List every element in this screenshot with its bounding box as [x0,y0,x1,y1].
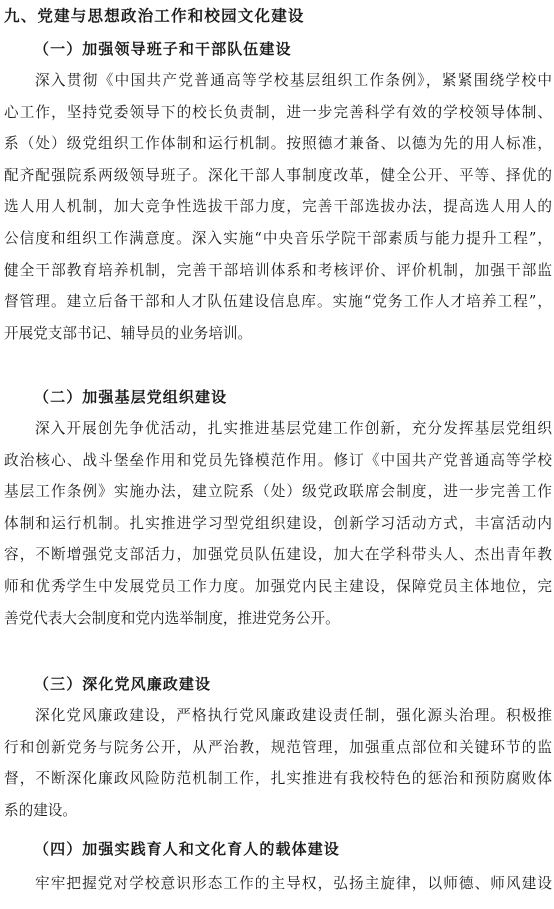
section-heading-2: （二）加强基层党组织建设 [34,388,228,406]
section-3-paragraph [4,700,552,826]
section-1-paragraph [4,65,552,349]
paragraph-line: 师和优秀学生中发展党员工作力度。加强党内民主建设，保障党员主体地位，完 [4,577,552,595]
paragraph-line: 善党代表大会制度和党内选举制度，推进党务公开。 [4,609,340,627]
paragraph-line: 基层工作条例》实施办法，建立院系（处）级党政联席会制度，进一步完善工作 [4,483,552,501]
paragraph-line: 心工作，坚持党委领导下的校长负责制，进一步完善科学有效的学校领导体制、 [4,103,552,121]
paragraph-line: 牢牢把握党对学校意识形态工作的主导权，弘扬主旋律，以师德、师风建设 [35,875,552,892]
section-4-paragraph [4,868,552,900]
paragraph-line: 开展党支部书记、辅导员的业务培训。 [4,324,253,342]
paragraph-line: 健全干部教育培养机制，完善干部培训体系和考核评价、评价机制，加强干部监 [4,261,552,279]
paragraph-line: 政治核心、战斗堡垒作用和党员先锋模范作用。修订《中国共产党普通高等学校 [4,451,552,469]
section-heading-1: （一）加强领导班子和干部队伍建设 [34,40,292,58]
paragraph-line: 行和创新党务与院务公开，从严治教，规范管理，加强重点部位和关键环节的监 [4,738,552,756]
paragraph-line: 公信度和组织工作满意度。深入实施“中央音乐学院干部素质与能力提升工程”， [4,229,552,247]
section-heading-3: （三）深化党风廉政建设 [34,675,212,693]
paragraph-line: 督，不断深化廉政风险防范机制工作，扎实推进有我校特色的惩治和预防腐败体 [4,770,552,788]
paragraph-line: 系的建设。 [4,801,77,819]
chapter-heading: 九、党建与思想政治工作和校园文化建设 [4,6,305,25]
section-2-paragraph [4,413,552,634]
paragraph-line: 督管理。建立后备干部和人才队伍建设信息库。实施“党务工作人才培养工程”， [4,293,552,311]
paragraph-line: 配齐配强院系两级领导班子。深化干部人事制度改革，健全公开、平等、择优的 [4,166,552,184]
paragraph-line: 深入贯彻《中国共产党普通高等学校基层组织工作条例》，紧紧围绕学校中 [35,72,552,89]
paragraph-line: 容，不断增强党支部活力，加强党员队伍建设，加大在学科带头人、杰出青年教 [4,546,552,564]
paragraph-line: 选人用人机制，加大竞争性选拔干部力度，完善干部选拔办法，提高选人用人的 [4,198,552,216]
paragraph-line: 深入开展创先争优活动，扎实推进基层党建工作创新，充分发挥基层党组织 [35,420,552,437]
paragraph-line: 系（处）级党组织工作体制和运行机制。按照德才兼备、以德为先的用人标准， [4,135,552,153]
paragraph-line: 体制和运行机制。扎实推进学习型党组织建设，创新学习活动方式，丰富活动内 [4,514,552,532]
section-heading-4: （四）加强实践育人和文化育人的载体建设 [34,840,340,858]
paragraph-line: 深化党风廉政建设，严格执行党风廉政建设责任制，强化源头治理。积极推 [35,707,552,724]
